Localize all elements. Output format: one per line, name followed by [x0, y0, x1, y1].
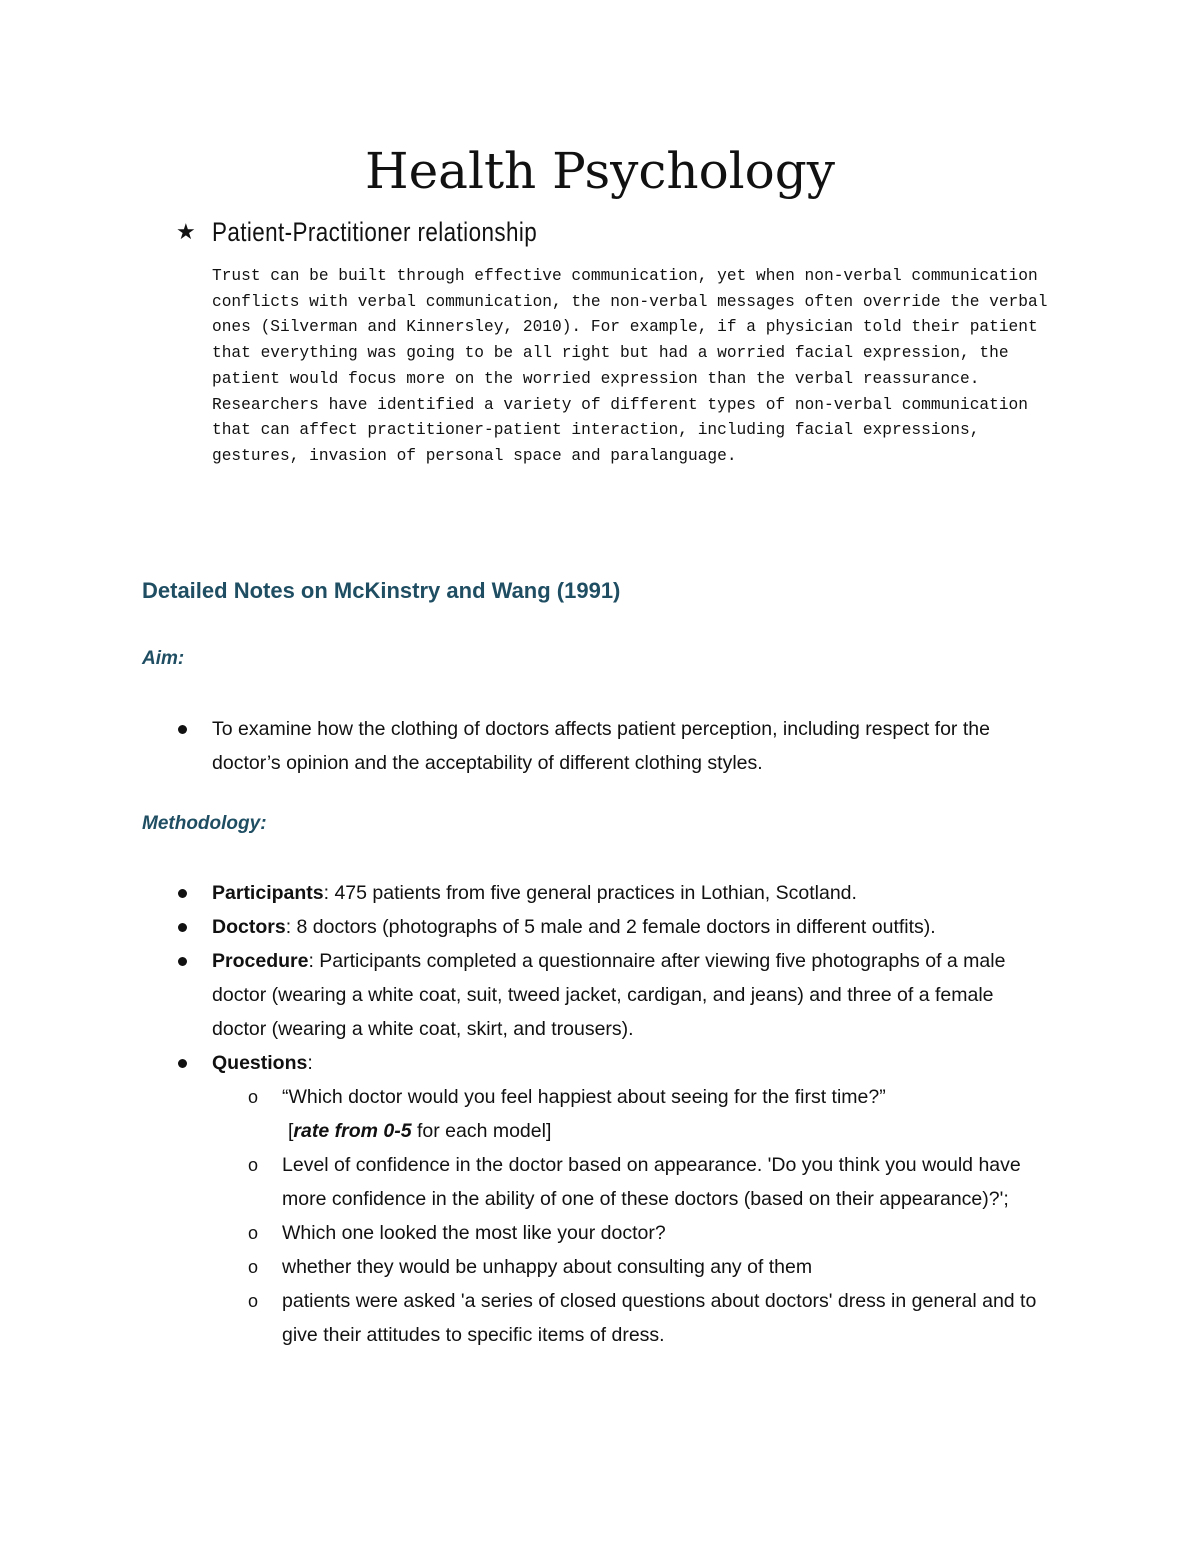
subheading	[176, 212, 604, 252]
subheading-text: Patient-Practitioner relationship	[212, 216, 538, 247]
star-icon: ★	[176, 219, 196, 245]
methodology-heading: Methodology:	[142, 813, 267, 834]
participants-text: : 475 patients from five general practices in Lothian, Scotland.	[323, 882, 857, 904]
intro-text	[212, 264, 1072, 470]
question-1-rate: rate from 0-5	[293, 1120, 412, 1142]
procedure-label: Procedure	[212, 950, 309, 972]
question-item-4: o whether they would be unhappy about consulting any of them	[212, 1250, 1052, 1284]
doctors-label: Doctors	[212, 916, 286, 938]
methodology-list	[172, 876, 1052, 1352]
question-1-text: “Which doctor would you feel happiest about seeing for the first time?”	[282, 1086, 886, 1108]
list-item: To examine how the clothing of doctors affects patient perception, including respect for the doctor’s opinion and the acceptability of different clothing styles.	[172, 712, 1052, 780]
doctors-item	[172, 910, 1052, 944]
participants-label: Participants	[212, 882, 324, 904]
participants-item	[172, 876, 1052, 910]
questions-label: Questions	[212, 1052, 308, 1074]
intro-paragraph-2: Researchers have identified a variety of different types of non-verbal communication that can affect practitioner-patient interaction, including facial expressions, gestures, invasion of personal space and paralanguage.	[212, 395, 1028, 465]
questions-list	[212, 1080, 1052, 1352]
doctors-text: : 8 doctors (photographs of 5 male and 2 female doctors in different outfits).	[285, 916, 936, 938]
question-item-5: o patients were asked 'a series of closed questions about doctors' dress in general and to give their attitudes to specific items of dress.	[212, 1284, 1052, 1352]
section-heading: Detailed Notes on McKinstry and Wang (1991)	[142, 578, 621, 603]
aim-heading: Aim:	[142, 648, 185, 669]
question-1-bracket-rest: for each model]	[411, 1120, 552, 1142]
intro-paragraph-1: Trust can be built through effective communication, yet when non-verbal communication conflicts with verbal communication, the non-verbal messages often override the verbal ones (Silverman and Kinnersley, 2010). For example, if a physician told their patient that everything was going to be all right but had a worried facial expression, the patient would focus more on the worried expression than the verbal reassurance.	[212, 267, 1048, 388]
question-item-2: o Level of confidence in the doctor based on appearance. 'Do you think you would have more confidence in the ability of one of these doctors (based on their appearance)?';	[212, 1148, 1052, 1216]
questions-item	[172, 1046, 1052, 1352]
page-title: Health Psychology	[364, 142, 836, 200]
question-item-1	[212, 1080, 1052, 1148]
procedure-text: : Participants completed a questionnaire after viewing five photographs of a male doctor (wearing a white coat, suit, tweed jacket, cardigan, and jeans) and three of a female doctor (wearing a white coat, skirt, and trousers).	[212, 950, 1006, 1040]
question-item-3: o Which one looked the most like your doctor?	[212, 1216, 1052, 1250]
question-1-bracket-open: [	[288, 1120, 294, 1142]
questions-suffix: :	[307, 1052, 313, 1074]
aim-list	[172, 712, 1052, 780]
procedure-item	[172, 944, 1052, 1046]
